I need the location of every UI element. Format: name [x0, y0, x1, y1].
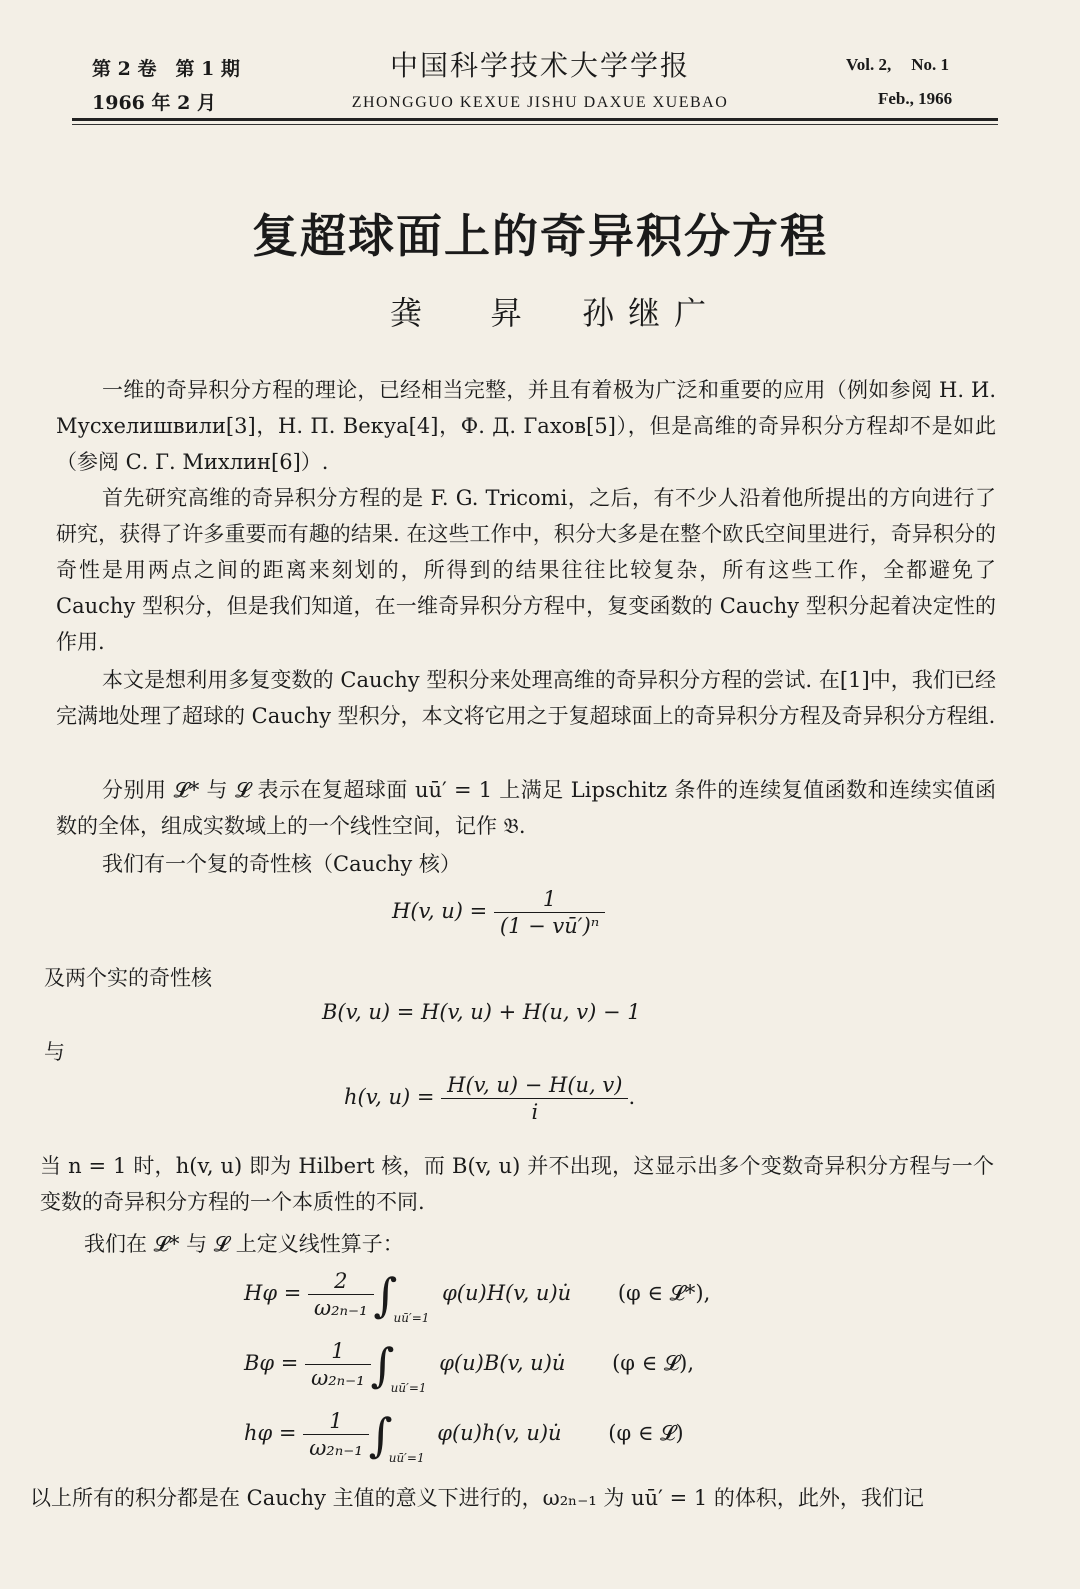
op2-body: φ(u)B(v, u)u̇: [439, 1351, 566, 1375]
op1-condition: (φ ∈ 𝓛*),: [617, 1281, 711, 1305]
op3-condition: (φ ∈ 𝓛): [608, 1421, 684, 1445]
op1-denominator: ω₂ₙ₋₁: [313, 1296, 368, 1320]
op2-integral-domain: uū′=1: [390, 1381, 427, 1395]
paragraph-7: 与: [44, 1040, 65, 1064]
op3-integral-domain: uū′=1: [388, 1451, 425, 1465]
op3-numerator: 1: [303, 1408, 369, 1435]
op2-fraction: [305, 1338, 371, 1391]
paragraph-3: 本文是想利用多复变数的 Cauchy 型积分来处理高维的奇异积分方程的尝试. 在[1]中，我们已经完满地处理了超球的 Cauchy 型积分，本文将它用之于复超球面上的奇异积分方程及奇异积分方程组.: [56, 668, 996, 728]
journal-name-cn: 中国科学技术大学学报: [389, 49, 690, 82]
op2-numerator: 1: [305, 1338, 371, 1365]
paragraph-6: 及两个实的奇性核: [44, 966, 212, 990]
op3-fraction: [303, 1408, 369, 1461]
article-title: 复超球面上的奇异积分方程: [252, 209, 828, 263]
op1-body: φ(u)H(v, u)u̇: [442, 1281, 572, 1305]
eq-hk-denominator: i: [531, 1100, 539, 1124]
header-right: [846, 48, 952, 116]
op2-integral-sign: ∫: [370, 1337, 395, 1392]
header-rule-thin: [72, 124, 998, 125]
paragraph-8: 当 n = 1 时，h(v, u) 即为 Hilbert 核，而 B(v, u) 并不出现，这显示出多个变数奇异积分方程与一个变数的奇异积分方程的一个本质性的不同.: [40, 1154, 994, 1214]
op1-integral-domain: uū′=1: [393, 1311, 430, 1325]
paragraph-10: 以上所有的积分都是在 Cauchy 主值的意义下进行的，ω₂ₙ₋₁ 为 uū′ = 1 的体积，此外，我们记: [30, 1486, 924, 1510]
paragraph-2: 首先研究高维的奇异积分方程的是 F. G. Tricomi，之后，有不少人沿着他所提出的方向进行了研究，获得了许多重要而有趣的结果. 在这些工作中，积分大多是在整个欧氏空间里进行，奇异积分的奇性是用两点之间的距离来刻划的，所得到的结果往往比较复杂，所有这些工作，全都避免了 Cauchy 型积分，但是我们知道，在一维奇异积分方程中，复变函数的 Cauchy 型积分起着决定性的作用.: [56, 486, 996, 654]
header-center: [300, 44, 780, 112]
equation-operator-b: [244, 1338, 694, 1395]
equation-operator-h: [244, 1268, 710, 1325]
header-left: [92, 52, 240, 120]
op1-integral-sign: ∫: [373, 1267, 398, 1322]
eq-h-lhs: H(v, u) =: [392, 899, 488, 923]
volume-issue: 第 2 卷 第 1 期: [92, 58, 240, 80]
eq-h-denominator: (1 − vū′)ⁿ: [499, 914, 600, 938]
eq-hk-lhs: h(v, u) =: [344, 1085, 435, 1109]
equation-operator-hilbert: [244, 1408, 684, 1465]
paragraph-5: 我们有一个复的奇性核（Cauchy 核）: [102, 852, 461, 876]
paragraph-4: 分别用 𝓛* 与 𝓛 表示在复超球面 uū′ = 1 上满足 Lipschitz 条件的连续复值函数和连续实值函数的全体，组成实数域上的一个线性空间，记作 𝔅.: [56, 778, 996, 838]
header-rule: [72, 118, 998, 121]
eq-h-numerator: 1: [494, 886, 605, 913]
eq-hk-fraction: [441, 1072, 628, 1125]
equation-cauchy-kernel: [392, 886, 605, 939]
equation-b-kernel: B(v, u) = H(v, u) + H(u, v) − 1: [322, 1000, 641, 1024]
eq-h-fraction: [494, 886, 605, 939]
op3-integral-sign: ∫: [368, 1407, 393, 1462]
op1-numerator: 2: [308, 1268, 374, 1295]
date-cn: 1966 年 2 月: [92, 92, 216, 114]
journal-name-en: ZHONGGUO KEXUE JISHU DAXUE XUEBAO: [351, 94, 729, 111]
article-authors: 龚 昇 孙继广: [390, 294, 721, 332]
op3-body: φ(u)h(v, u)u̇: [437, 1421, 562, 1445]
paragraph-9: 我们在 𝓛* 与 𝓛 上定义线性算子：: [84, 1232, 404, 1256]
equation-hilbert-kernel: h(v, u) = $\frac{H(v, u) - H(u, v)}{i}$ .: [344, 1073, 636, 1124]
op1-fraction: [308, 1268, 374, 1321]
vol: Vol. 2,: [846, 55, 892, 74]
eq-hk-numerator: H(v, u) − H(u, v): [441, 1072, 628, 1099]
op2-condition: (φ ∈ 𝓛),: [612, 1351, 695, 1375]
op3-lhs: hφ =: [244, 1421, 297, 1445]
op3-denominator: ω₂ₙ₋₁: [309, 1436, 363, 1460]
date-en: Feb., 1966: [878, 89, 953, 108]
op2-lhs: Bφ =: [244, 1351, 299, 1375]
op1-lhs: Hφ =: [244, 1281, 302, 1305]
issue-no: No. 1: [911, 55, 949, 74]
op2-denominator: ω₂ₙ₋₁: [311, 1366, 365, 1390]
paragraph-1: 一维的奇异积分方程的理论，已经相当完整，并且有着极为广泛和重要的应用（例如参阅 Н. И. Мусхелишвили[3]，Н. П. Векуа[4]，Ф. Д. Гахов[5]），但是高维的奇异积分方程却不是如此（参阅 С. Г. Михлин[6]）.: [56, 378, 996, 474]
